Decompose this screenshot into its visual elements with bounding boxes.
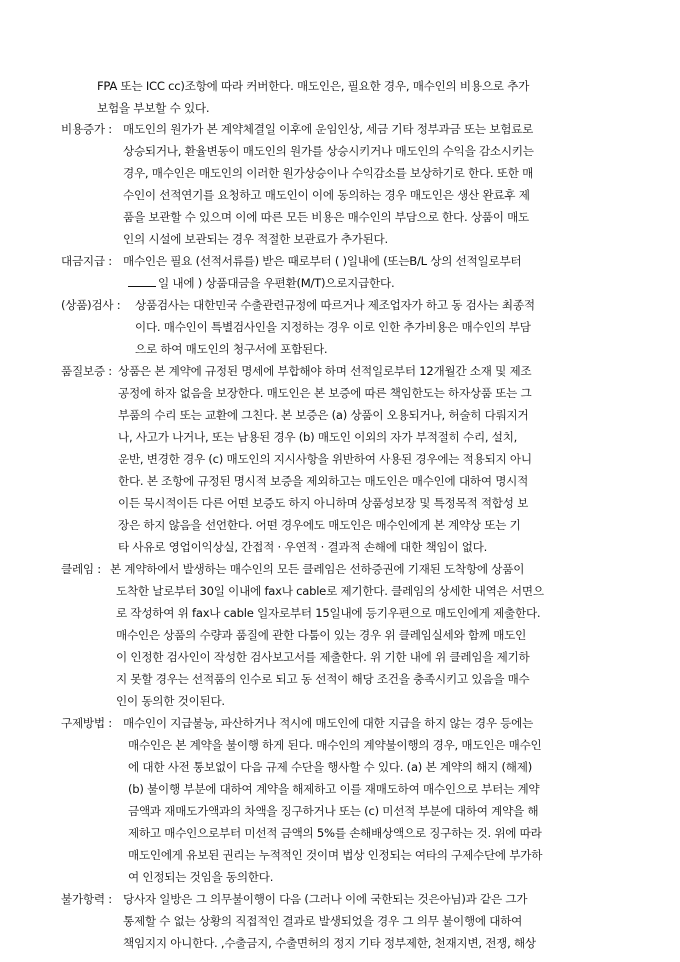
text-line: 이든 묵시적이든 다른 어떤 보증도 하지 아니하며 상품성보장 및 특정목적 적합성 보	[118, 496, 529, 510]
term-warranty: 품질보증 :	[61, 364, 112, 378]
text-line: 인이 동의한 것이된다.	[116, 694, 225, 708]
text-line: 매수인은 필요 (선적서류를) 받은 때로부터 ( )일내에 (또는B/L 상의 선적일로부터	[123, 254, 522, 268]
payment-blank-line	[128, 274, 394, 292]
text-line: 매도인에게 유보된 권리는 누적적인 것이며 법상 인정되는 여타의 구제수단에 부가하	[128, 848, 543, 862]
text-line: 한다. 본 조항에 규정된 명시적 보증을 제외하고는 매도인은 매수인에 대하여 명시적	[118, 474, 529, 488]
text-line: 경우, 매수인은 매도인의 이러한 원가상승이나 수익감소를 보상하기로 한다. 또한 매	[123, 166, 534, 180]
text-line: 타 사유로 영업이익상실, 간접적 · 우연적 · 결과적 손해에 대한 책임이 없다.	[118, 540, 488, 554]
text-line: 당사자 일방은 그 의무불이행이 다음 (그러나 이에 국한되는 것은아님)과 같은 그가	[123, 892, 528, 906]
text-line: 매도인의 원가가 본 계약체결일 이후에 운임인상, 세금 기타 정부과금 또는 보험료로	[123, 122, 534, 136]
term-inspection: (상품)검사 :	[61, 298, 121, 312]
intro-line-1: FPA 또는 ICC cc)조항에 따라 커버한다. 매도인은, 필요한 경우, 매수인의 비용으로 추가	[97, 79, 530, 93]
text-line: 제하고 매수인으로부터 미선적 금액의 5%를 손해배상액으로 징구하는 것. 위에 따라	[128, 826, 542, 840]
text-line: 이다. 매수인이 특별검사인을 지정하는 경우 이로 인한 추가비용은 매수인의 부담	[135, 320, 531, 334]
text-line: 품을 보관할 수 있으며 이에 따른 모든 비용은 매수인의 부담으로 한다. 상품이 매도	[123, 210, 529, 224]
text-line: 상품은 본 계약에 규정된 명세에 부합해야 하며 선적일로부터 12개월간 소재 및 제조	[118, 364, 532, 378]
text-line: 수인이 선적연기를 요청하고 매도인이 이에 동의하는 경우 매도인은 생산 완료후 제	[123, 188, 530, 202]
intro-line-2: 보험을 부보할 수 있다.	[97, 101, 210, 115]
text-line: 으로 하여 매도인의 청구서에 포함된다.	[135, 342, 328, 356]
text-line: 도착한 날로부터 30일 이내에 fax나 cable로 제기한다. 클레임의 상세한 내역은 서면으	[116, 584, 544, 598]
term-claim: 클레임 :	[61, 562, 101, 576]
text-line: 에 대한 사전 통보없이 다음 규제 수단을 행사할 수 있다. (a) 본 계약의 해지 (해제)	[128, 760, 532, 774]
text-line: 나, 사고가 나거나, 또는 남용된 경우 (b) 매도인 이외의 자가 부적절히 수리, 설치,	[118, 430, 518, 444]
text-line: 여 인정되는 것임을 동의한다.	[128, 870, 274, 884]
blank-underline	[128, 275, 156, 287]
term-remedies: 구제방법 :	[61, 716, 112, 730]
text-line: 상품검사는 대한민국 수출관련규정에 따르거나 제조업자가 하고 동 검사는 최종적	[135, 298, 535, 312]
text-line: 매수인이 지급불능, 파산하거나 적시에 매도인에 대한 지급을 하지 않는 경우 등에는	[123, 716, 534, 730]
text-line: 운반, 변경한 경우 (c) 매도인의 지시사항을 위반하여 사용된 경우에는 적용되지 아니	[118, 452, 532, 466]
text-line: 인의 시설에 보관되는 경우 적절한 보관료가 추가된다.	[123, 232, 388, 246]
text-line: 금액과 재매도가액과의 차액을 징구하거나 또는 (c) 미선적 부분에 대하여 계약을 해	[128, 804, 539, 818]
term-force-majeure: 불가항력 :	[61, 892, 112, 906]
text-line: 지 못할 경우는 선적품의 인수로 되고 동 선적이 해당 조건을 충족시키고 있음을 매수	[116, 672, 530, 686]
text-line: 이 인정한 검사인이 작성한 검사보고서를 제출한다. 위 기한 내에 위 클레임을 제기하	[116, 650, 530, 664]
term-payment: 대금지급 :	[61, 254, 112, 268]
text-line: 본 계약하에서 발생하는 매수인의 모든 클레임은 선하증권에 기재된 도착항에 상품이	[110, 562, 525, 576]
text-line: 일 내에 ) 상품대금을 우편환(M/T)으로지급한다.	[158, 276, 395, 290]
text-line: 책임지지 아니한다. ,수출금지, 수출면허의 정지 기타 정부제한, 천재지변, 전쟁, 해상	[123, 936, 536, 950]
text-line: 상승되거나, 환율변동이 매도인의 원가를 상승시키거나 매도인의 수익을 감소시키는	[123, 144, 534, 158]
text-line: 매수인은 상품의 수량과 품질에 관한 다툼이 있는 경우 위 클레임실세와 함께 매도인	[116, 628, 527, 642]
text-line: 공정에 하자 없음을 보장한다. 매도인은 본 보증에 따른 책임한도는 하자상품 또는 그	[118, 386, 532, 400]
term-cost-increase: 비용증가 :	[61, 122, 112, 136]
text-line: 로 작성하여 위 fax나 cable 일자로부터 15일내에 등기우편으로 매도인에게 제출한다.	[116, 606, 541, 620]
text-line: 매수인은 본 계약을 불이행 하게 된다. 매수인의 계약불이행의 경우, 매도인은 매수인	[128, 738, 542, 752]
text-line: 장은 하지 않음을 선언한다. 어떤 경우에도 매도인은 매수인에게 본 계약상 또는 기	[118, 518, 521, 532]
text-line: 통제할 수 없는 상황의 직접적인 결과로 발생되었을 경우 그 의무 불이행에 대하여	[123, 914, 523, 928]
text-line: (b) 불이행 부분에 대하여 계약을 해제하고 이를 재매도하여 매수인으로 부터는 계약	[128, 782, 540, 796]
text-line: 부품의 수리 또는 교환에 그친다. 본 보증은 (a) 상품이 오용되거나, 허술히 다뤄지거	[118, 408, 529, 422]
